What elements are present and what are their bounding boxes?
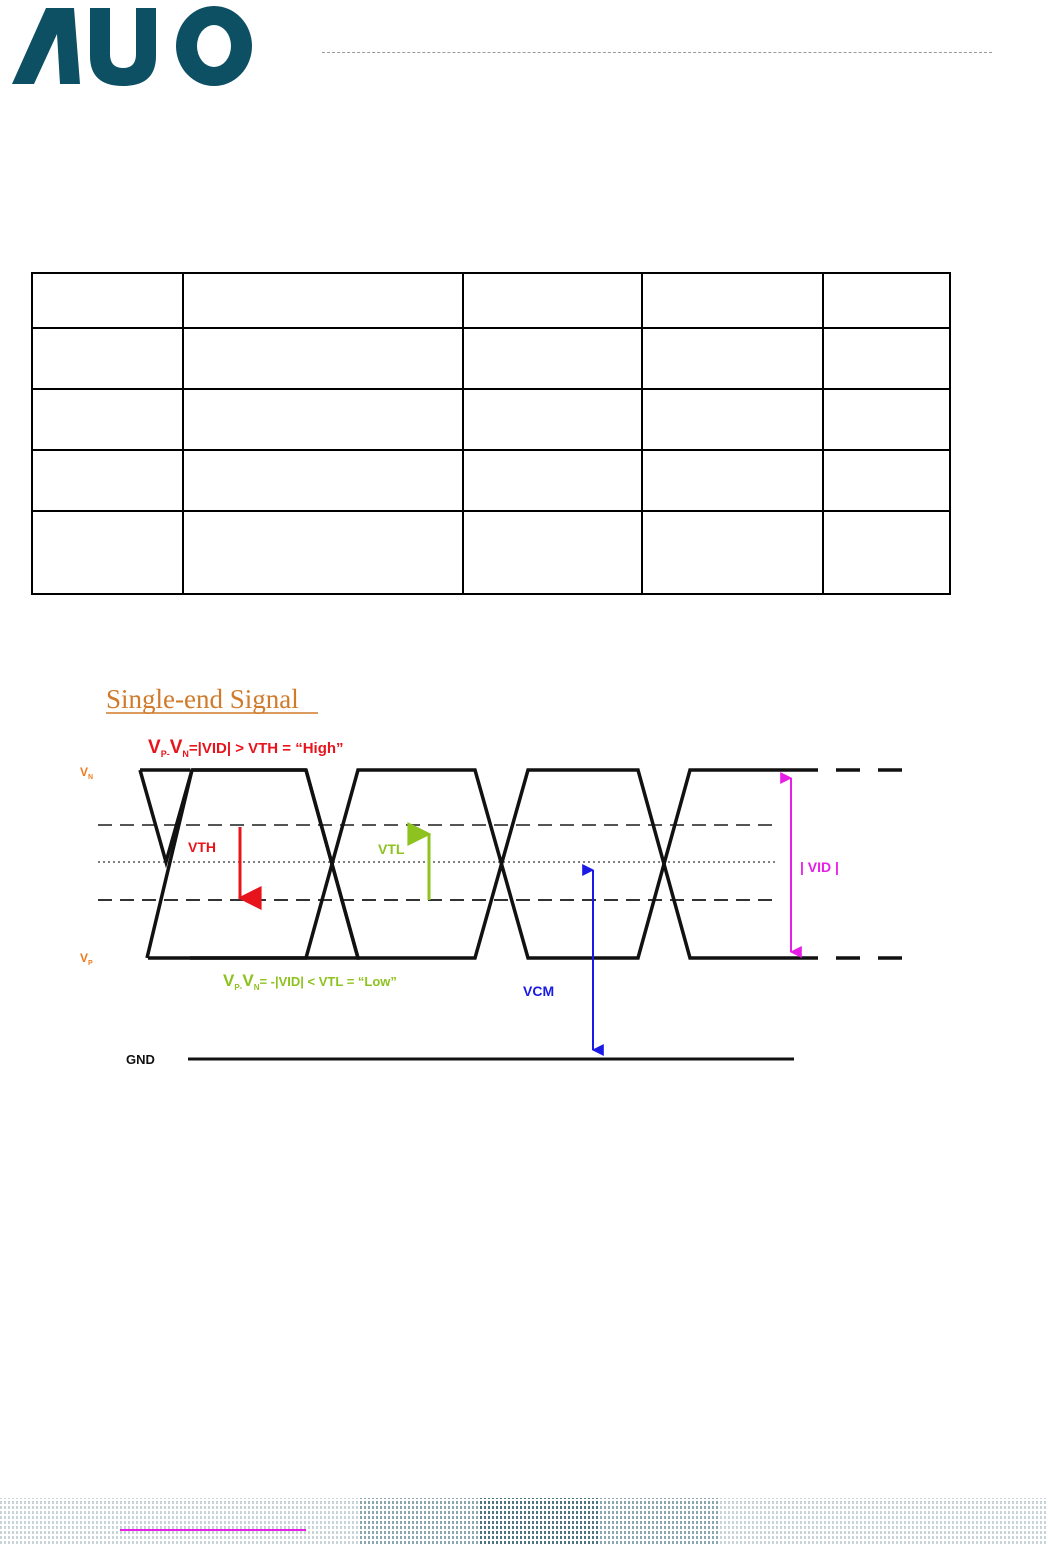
table-cell xyxy=(642,389,823,450)
table-cell xyxy=(32,450,183,511)
table-cell xyxy=(463,389,642,450)
high-eq-v2: V xyxy=(169,737,183,758)
single-end-signal-diagram xyxy=(70,670,930,1090)
diagram-title: Single-end Signal xyxy=(106,684,299,714)
low-eq-sub2: N xyxy=(253,983,260,992)
table-cell xyxy=(183,273,463,328)
header-divider xyxy=(322,52,992,53)
vp-v: V xyxy=(80,951,89,965)
table-cell xyxy=(642,273,823,328)
table-cell xyxy=(642,511,823,594)
high-eq-v1: V xyxy=(148,737,161,758)
high-equation xyxy=(148,737,344,759)
table-cell xyxy=(642,450,823,511)
table-cell xyxy=(32,511,183,594)
low-equation xyxy=(223,971,397,992)
table-cell xyxy=(32,328,183,389)
table-row xyxy=(32,389,950,450)
vth-label: VTH xyxy=(188,839,216,855)
table-cell xyxy=(463,328,642,389)
auo-logo xyxy=(8,0,258,92)
table-cell xyxy=(823,328,950,389)
table-row xyxy=(32,450,950,511)
signal-waveform xyxy=(140,770,794,958)
table-cell xyxy=(463,450,642,511)
high-eq-sub1: P- xyxy=(160,749,170,759)
table-cell xyxy=(823,389,950,450)
high-eq-sub2: N xyxy=(182,749,189,759)
table-row xyxy=(32,328,950,389)
vn-label xyxy=(80,765,93,781)
vn-v: V xyxy=(80,765,89,779)
vn-sub: N xyxy=(88,774,94,781)
table-cell xyxy=(463,511,642,594)
table-cell xyxy=(183,328,463,389)
table-row xyxy=(32,511,950,594)
table-cell xyxy=(642,328,823,389)
gnd-label: GND xyxy=(126,1052,155,1067)
low-eq-sub1: P- xyxy=(234,983,243,992)
high-eq-rest: =|VID| > VTH = “High” xyxy=(188,740,344,757)
vcm-label: VCM xyxy=(523,983,555,999)
table-cell xyxy=(183,450,463,511)
footer-pattern xyxy=(0,1496,1048,1548)
table-cell xyxy=(32,389,183,450)
table-cell xyxy=(823,450,950,511)
table-cell xyxy=(183,511,463,594)
table-cell xyxy=(183,389,463,450)
vtl-label: VTL xyxy=(378,841,405,857)
vid-label: | VID | xyxy=(800,859,839,875)
vp-sub: P xyxy=(88,960,93,967)
low-eq-v2: V xyxy=(242,971,254,990)
table-cell xyxy=(823,511,950,594)
table-row xyxy=(32,273,950,328)
vp-label xyxy=(80,951,93,967)
low-eq-v1: V xyxy=(223,971,235,990)
table-cell xyxy=(32,273,183,328)
low-eq-rest: = -|VID| < VTL = “Low” xyxy=(259,974,397,989)
table-cell xyxy=(823,273,950,328)
spec-table xyxy=(31,272,951,595)
table-cell xyxy=(463,273,642,328)
